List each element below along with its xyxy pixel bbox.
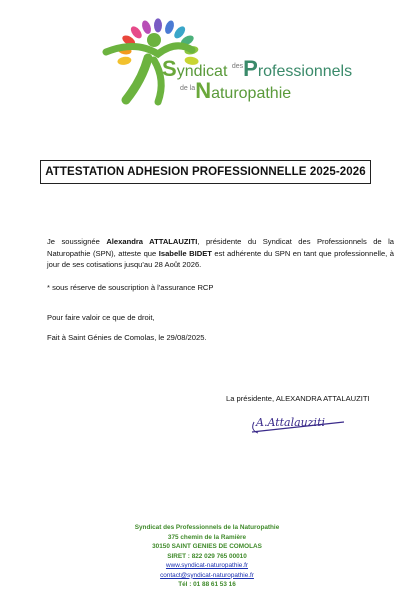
handwritten-signature xyxy=(248,408,348,438)
logo-leaf xyxy=(117,56,132,66)
footer-contact xyxy=(100,523,314,590)
svg-text:A.Attalauziti: A.Attalauziti xyxy=(256,416,326,429)
footer-siret: SIRET : 822 029 765 00010 xyxy=(167,552,247,560)
insurance-note: * sous réserve de souscription à l'assurance RCP xyxy=(47,283,214,292)
signatory-line: La présidente, ALEXANDRA ATTALAUZITI xyxy=(226,394,370,403)
footer-org-name: Syndicat des Professionnels de la Naturopathie xyxy=(134,524,280,531)
logo-leaf xyxy=(154,18,162,32)
member-name: Isabelle BIDET xyxy=(158,248,212,258)
footer-address1: 375 chemin de la Ramière xyxy=(167,533,247,541)
footer-email-link[interactable]: contact@syndicat-naturopathie.fr xyxy=(160,571,254,579)
attestation-title: ATTESTATION ADHESION PROFESSIONNELLE 2025-2026 xyxy=(40,160,371,184)
place-date: Fait à Saint Génies de Comolas, le 29/08/2025. xyxy=(47,333,207,342)
president-name: Alexandra ATTALAUZITI xyxy=(106,237,198,246)
spn-logo xyxy=(96,10,353,110)
logo-wordmark: Syndicat $^{des}$Professionnels $^{de la}$Naturopathie xyxy=(162,56,353,103)
logo-leaf xyxy=(163,19,175,35)
closing-formula: Pour faire valoir ce que de droit, xyxy=(47,313,155,322)
footer-phone: Tél : 01 88 61 53 16 xyxy=(178,581,236,588)
logo-leaf xyxy=(140,19,152,35)
footer-website-link[interactable]: www.syndicat-naturopathie.fr xyxy=(165,562,249,569)
footer-address2: 30150 SAINT GENIES DE COMOLAS xyxy=(152,543,262,550)
attestation-body: Je soussignée Alexandra ATTALAUZITI, présidente du Syndicat des Professionnels de la Naturopathie (SPN), atteste que Isabelle BIDET est adhérente du SPN en tant que professionnelle, à jour de ses cotisations jusqu'au 28 Août 2026. xyxy=(47,237,395,269)
